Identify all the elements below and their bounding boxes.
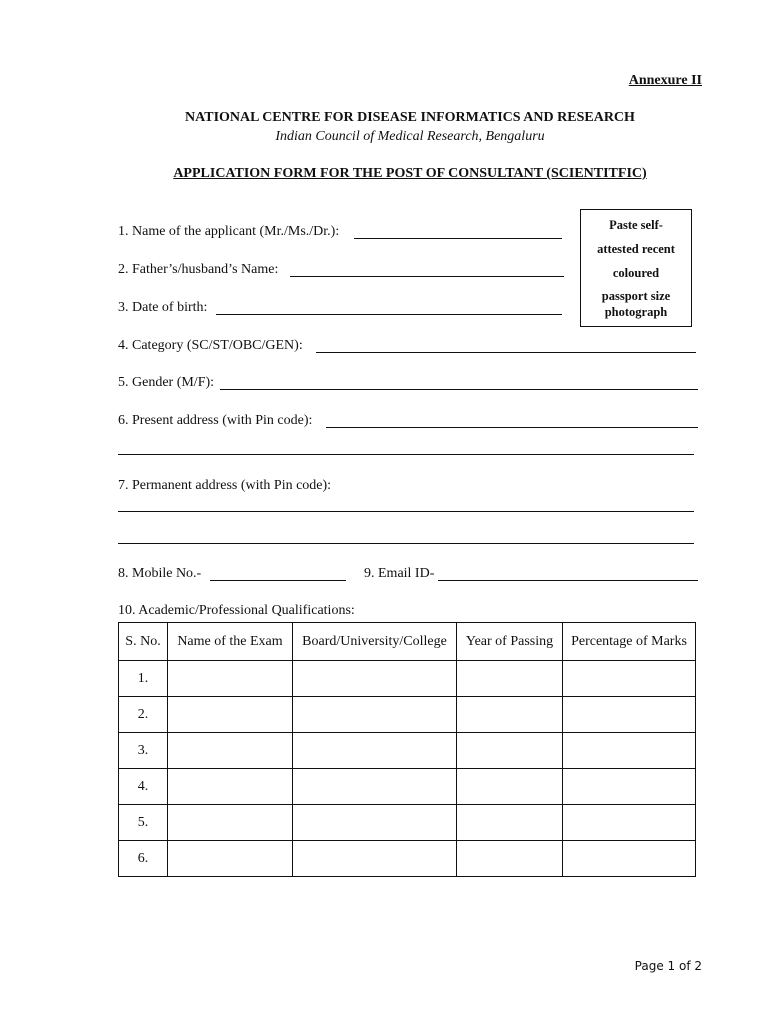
qualifications-table — [118, 622, 696, 877]
percentage-cell[interactable] — [563, 697, 696, 733]
table-row — [119, 841, 696, 877]
board-cell[interactable] — [293, 805, 457, 841]
exam-cell[interactable] — [168, 733, 293, 769]
form-title: APPLICATION FORM FOR THE POST OF CONSULTANT (SCIENTITFIC) — [173, 166, 647, 181]
present-address-field-line1[interactable] — [326, 427, 698, 428]
date-of-birth-label: 3. Date of birth: — [118, 300, 208, 315]
board-cell[interactable] — [293, 661, 457, 697]
row-number: 2. — [119, 697, 168, 733]
table-row — [119, 769, 696, 805]
organization-parent: Indian Council of Medical Research, Bengaluru — [275, 129, 545, 144]
present-address-field-line2[interactable] — [118, 454, 694, 455]
percentage-cell[interactable] — [563, 733, 696, 769]
row-number: 5. — [119, 805, 168, 841]
board-cell[interactable] — [293, 697, 457, 733]
exam-cell[interactable] — [168, 769, 293, 805]
year-cell[interactable] — [457, 805, 563, 841]
year-cell[interactable] — [457, 697, 563, 733]
date-of-birth-field[interactable] — [216, 314, 562, 315]
year-cell[interactable] — [457, 733, 563, 769]
category-label: 4. Category (SC/ST/OBC/GEN): — [118, 338, 303, 353]
exam-cell[interactable] — [168, 841, 293, 877]
column-header-percentage: Percentage of Marks — [563, 623, 696, 661]
year-cell[interactable] — [457, 841, 563, 877]
photo-instruction-line4: passport size — [601, 289, 671, 303]
page-number: Page 1 of 2 — [634, 959, 702, 973]
mobile-label: 8. Mobile No.- — [118, 566, 202, 581]
applicant-name-label: 1. Name of the applicant (Mr./Ms./Dr.): — [118, 224, 340, 239]
row-number: 1. — [119, 661, 168, 697]
email-label: 9. Email ID- — [364, 566, 435, 581]
permanent-address-field-line2[interactable] — [118, 543, 694, 544]
annexure-label: Annexure II — [628, 73, 702, 88]
category-field[interactable] — [316, 352, 696, 353]
column-header-board: Board/University/College — [293, 623, 457, 661]
permanent-address-field-line1[interactable] — [118, 511, 694, 512]
father-husband-name-field[interactable] — [290, 276, 564, 277]
qualifications-label: 10. Academic/Professional Qualifications: — [118, 603, 355, 618]
present-address-label: 6. Present address (with Pin code): — [118, 413, 313, 428]
percentage-cell[interactable] — [563, 661, 696, 697]
column-header-year: Year of Passing — [457, 623, 563, 661]
photo-instruction-line1: Paste self- — [609, 218, 663, 232]
year-cell[interactable] — [457, 661, 563, 697]
year-cell[interactable] — [457, 769, 563, 805]
percentage-cell[interactable] — [563, 769, 696, 805]
photo-instruction-line5: photograph — [604, 305, 668, 319]
mobile-field[interactable] — [210, 580, 346, 581]
email-field[interactable] — [438, 580, 698, 581]
permanent-address-label: 7. Permanent address (with Pin code): — [118, 478, 332, 493]
percentage-cell[interactable] — [563, 841, 696, 877]
gender-field[interactable] — [220, 389, 698, 390]
percentage-cell[interactable] — [563, 805, 696, 841]
exam-cell[interactable] — [168, 805, 293, 841]
table-row — [119, 805, 696, 841]
table-row — [119, 733, 696, 769]
row-number: 4. — [119, 769, 168, 805]
table-header-row — [119, 623, 696, 661]
board-cell[interactable] — [293, 841, 457, 877]
photo-instruction-line3: coloured — [612, 266, 660, 280]
photo-instruction-line2: attested recent — [597, 242, 675, 256]
row-number: 3. — [119, 733, 168, 769]
column-header-exam: Name of the Exam — [168, 623, 293, 661]
father-husband-name-label: 2. Father’s/husband’s Name: — [118, 262, 279, 277]
organization-name: NATIONAL CENTRE FOR DISEASE INFORMATICS AND RESEARCH — [185, 110, 635, 125]
row-number: 6. — [119, 841, 168, 877]
table-row — [119, 661, 696, 697]
table-row — [119, 697, 696, 733]
exam-cell[interactable] — [168, 697, 293, 733]
applicant-name-field[interactable] — [354, 238, 562, 239]
column-header-sno: S. No. — [119, 623, 168, 661]
board-cell[interactable] — [293, 733, 457, 769]
board-cell[interactable] — [293, 769, 457, 805]
exam-cell[interactable] — [168, 661, 293, 697]
gender-label: 5. Gender (M/F): — [118, 375, 215, 390]
photo-placeholder-box — [580, 209, 692, 327]
